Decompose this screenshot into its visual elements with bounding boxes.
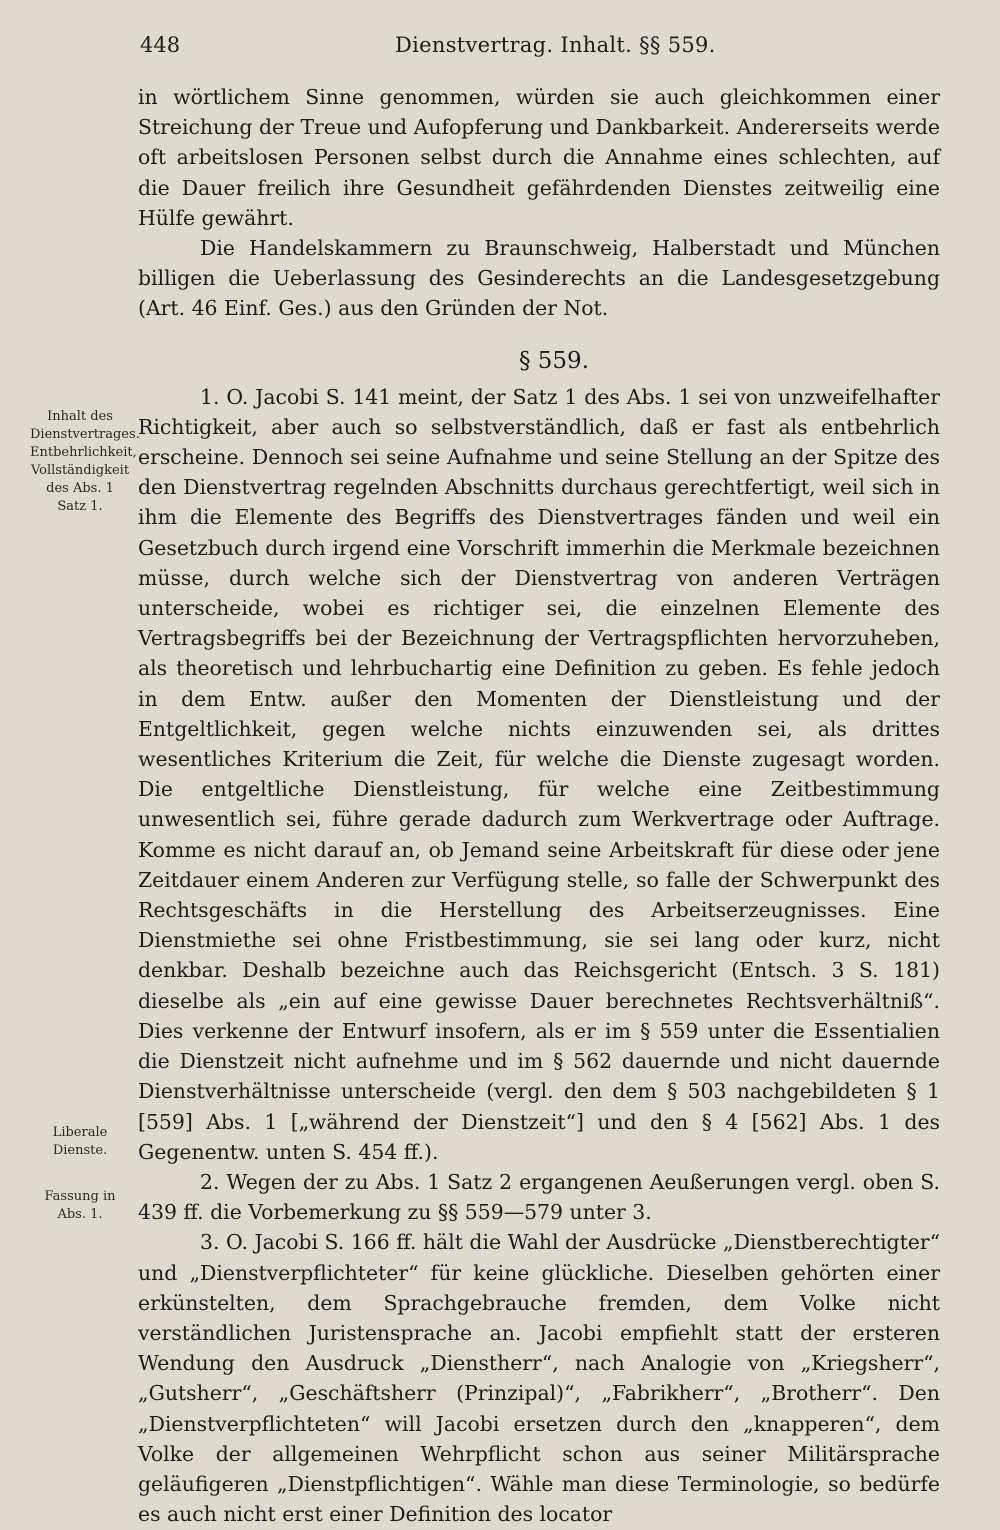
page-number: 448 — [140, 33, 181, 57]
margin-note-contents: Inhalt des Dienstvertrages. Entbehrlichkeit, Vollständigkeit des Abs. 1 Satz 1. — [30, 409, 140, 514]
margin-note-wording: Fassung in Abs. 1. — [44, 1189, 116, 1222]
intro-paragraph-1: in wörtlichem Sinne genommen, würden sie auch gleichkommen einer Streichung der Treue und Aufopferung und Dankbarkeit. Andererseits werde oft arbeitslosen Personen selbst durch die Annahme eines schlechten, auf die Dauer freilich ihre Gesundheit gefährdenden Dienstes zeitweilig eine Hülfe gewährt. — [138, 85, 940, 230]
page-header — [140, 28, 940, 62]
paragraph-1: 1. O. Jacobi S. 141 meint, der Satz 1 des Abs. 1 sei von unzweifelhafter Richtigkeit, aber auch so selbstverständlich, daß er fast als entbehrlich erscheine. Dennoch sei seine Aufnahme und seine Stellung an der Spitze des den Dienstvertrag regelnden Abschnitts durchaus gerechtfertigt, weil sich in ihm die Elemente des Begriffs des Dienstvertrages fänden und weil ein Gesetzbuch durch irgend eine Vorschrift immerhin die Merkmale bezeichnen müsse, durch welche sich der Dienstvertrag von anderen Verträgen unterscheide, wobei es richtiger sei, die einzelnen Elemente des Vertragsbegriffs bei der Bezeichnung der Vertragspflichten hervorzuheben, als theoretisch und lehrbuchartig eine Definition zu geben. Es fehle jedoch in dem Entw. außer den Momenten der Dienstleistung und der Entgeltlichkeit, gegen welche nichts einzuwenden sei, als drittes wesentliches Kriterium die Zeit, für welche die Dienste zugesagt worden. Die entgeltliche Dienstleistung, für welche eine Zeitbestimmung unwesentlich sei, führe gerade dadurch zum Werkvertrage oder Auftrage. Komme es nicht darauf an, ob Jemand seine Arbeitskraft für diese oder jene Zeitdauer einem Anderen zur Verfügung stelle, so falle der Schwerpunkt des Rechtsgeschäfts in die Herstellung des Arbeitserzeugnisses. Eine Dienstmiethe sei ohne Fristbestimmung, sie sei lang oder kurz, nicht denkbar. Deshalb bezeichne auch das Reichsgericht (Entsch. 3 S. 181) dieselbe als „ein auf eine gewisse Dauer berechnetes Rechtsverhältniß“. Dies verkenne der Entwurf insofern, als er im § 559 unter die Essentialien die Dienstzeit nicht aufnehme und im § 562 dauernde und nicht dauernde Dienstverhältnisse unterscheide (vergl. den dem § 503 nachgebildeten § 1 [559] Abs. 1 [„während der Dienstzeit“] und den § 4 [562] Abs. 1 des Gegenentw. unten S. 454 ff.). — [138, 384, 940, 1164]
running-title: Dienstvertrag. Inhalt. §§ 559. — [395, 33, 716, 57]
intro-text — [138, 82, 940, 1529]
intro-paragraph-2: Die Handelskammern zu Braunschweig, Halberstadt und München billigen die Ueberlassung des Gesinderechts an die Landesgesetzgebung (Art. 46 Einf. Ges.) aus den Gründen der Not. — [138, 236, 940, 321]
margin-note-liberal-services: Liberale Dienste. — [52, 1125, 108, 1158]
paragraph-2: 2. Wegen der zu Abs. 1 Satz 2 ergangenen Aeußerungen vergl. oben S. 439 ff. die Vorbemerkung zu §§ 559—579 unter 3. — [138, 1169, 940, 1225]
section-heading: § 559. — [518, 347, 590, 374]
paragraph-3: 3. O. Jacobi S. 166 ff. hält die Wahl der Ausdrücke „Dienstberechtigter“ und „Dienstverpflichteter“ für keine glückliche. Dieselben gehörten einer erkünstelten, dem Sprachgebrauche fremden, dem Volke nicht verständlichen Juristensprache an. Jacobi empfiehlt statt der ersteren Wendung den Ausdruck „Dienstherr“, nach Analogie von „Kriegsherr“, „Gutsherr“, „Geschäftsherr (Prinzipal)“, „Fabrikherr“, „Brotherr“. Den „Dienstverpflichteten“ will Jacobi ersetzen durch den „knapperen“, dem Volke der allgemeinen Wehrpflicht schon aus seiner Militärsprache geläufigeren „Dienstpflichtigen“. Wähle man diese Terminologie, so bedürfe es auch nicht erst einer Definition des locator — [138, 1230, 940, 1527]
